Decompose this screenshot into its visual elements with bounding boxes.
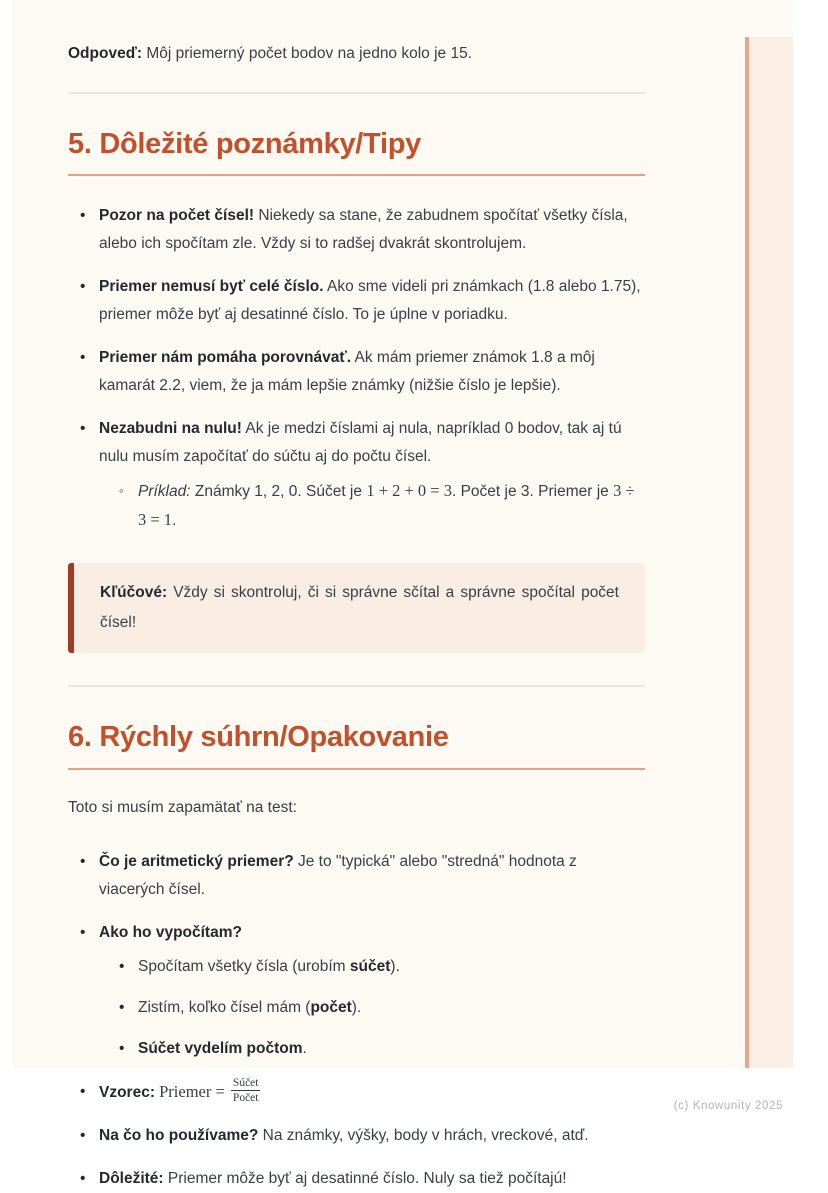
nested-list	[107, 953, 645, 1063]
text-run: Priemer =	[155, 1081, 229, 1101]
list-item	[80, 202, 645, 258]
disc-bullet-icon: •	[80, 349, 86, 367]
text-run: Vzorec:	[99, 1083, 155, 1101]
list-item-text	[99, 1170, 567, 1187]
copyright-footer: (c) Knowunity 2025	[673, 1100, 783, 1112]
disc-bullet-icon: •	[119, 1039, 125, 1057]
text-run: Ako sme videli pri známkach (1.8 alebo 1.75), priemer môže byť aj desatinné číslo. To je úplne v poriadku.	[99, 278, 645, 324]
text-run: počet	[310, 998, 352, 1016]
text-run: Vždy si skontroluj, či si správne sčítal a správne spočítal počet čísel!	[100, 584, 624, 632]
text-run: Odpoveď:	[68, 45, 143, 62]
list-item-text	[99, 1076, 260, 1105]
list-item-text	[99, 278, 645, 323]
text-run: Čo je aritmetický priemer?	[99, 852, 294, 870]
list-item	[80, 1165, 645, 1193]
text-run: Priemer nemusí byť celé číslo.	[99, 278, 324, 296]
section-6-list	[68, 848, 645, 1193]
disc-bullet-icon: •	[80, 278, 86, 296]
disc-bullet-icon: •	[119, 957, 125, 975]
list-item-text	[138, 1040, 307, 1057]
summary-intro: Toto si musím zapamätať na test:	[68, 798, 297, 816]
key-callout	[68, 563, 645, 653]
text-run: Ako ho vypočítam?	[99, 923, 242, 941]
list-item-text	[99, 853, 581, 898]
text-run: ).	[351, 998, 362, 1016]
text-run: Niekedy sa stane, že zabudnem spočítať všetky čísla, alebo ich spočítam zle. Vždy si to radšej dvakrát skontrolujem.	[99, 207, 633, 253]
disc-bullet-icon: •	[80, 420, 86, 438]
text-run: .	[302, 1039, 307, 1057]
section-5-title: 5. Dôležité poznámky/Tipy	[68, 128, 645, 176]
list-item-text	[99, 420, 626, 465]
list-item-text	[99, 207, 632, 252]
text-run: . Počet je 3. Priemer je	[451, 483, 614, 501]
text-run: Príklad:	[138, 483, 191, 501]
list-item-text	[99, 1127, 589, 1144]
disc-bullet-icon: •	[80, 1170, 86, 1188]
list-item	[80, 415, 645, 535]
disc-bullet-icon: •	[80, 207, 86, 225]
disc-bullet-icon: •	[80, 1127, 86, 1145]
list-item	[80, 273, 645, 329]
text-run: 3 ÷ 3 = 1	[138, 481, 639, 530]
list-item-text	[138, 958, 400, 975]
text-run: Priemer môže byť aj desatinné číslo. Nuly sa tiež počítajú!	[163, 1170, 567, 1188]
text-run: súčet	[349, 957, 391, 975]
list-item-text	[99, 924, 242, 941]
text-run: ).	[390, 957, 400, 975]
fraction: $\frac{\text{Súčet}}{\text{Počet}}$	[232, 1076, 259, 1105]
list-item-text	[99, 349, 599, 394]
text-run: Kľúčové:	[100, 584, 168, 602]
list-item	[119, 1035, 645, 1063]
disc-bullet-icon: •	[119, 998, 125, 1016]
text-run: Je to "typická" alebo "stredná" hodnota z viacerých čísel.	[99, 852, 582, 898]
disc-bullet-icon: •	[80, 923, 86, 941]
list-item	[80, 1122, 645, 1150]
list-item	[80, 1078, 645, 1108]
section-divider	[68, 685, 645, 687]
text-run: Zistím, koľko čísel mám (	[138, 998, 311, 1016]
section-5-list	[68, 202, 645, 535]
text-run: Spočítam všetky čísla (urobím	[138, 957, 350, 975]
answer-line	[68, 40, 645, 68]
section-6-title: 6. Rýchly súhrn/Opakovanie	[68, 721, 645, 769]
text-run: Ak je medzi číslami aj nula, napríklad 0 bodov, tak aj tú nulu musím započítať do súčtu aj do počtu čísel.	[99, 420, 626, 466]
decorative-right-stripe	[745, 37, 793, 1068]
text-run: 1 + 2 + 0 = 3	[366, 481, 452, 501]
text-run: Súčet vydelím počtom	[138, 1039, 303, 1057]
text-run: Dôležité:	[99, 1170, 164, 1188]
text-run: Môj priemerný počet bodov na jedno kolo je 15.	[142, 45, 473, 62]
key-callout-text	[100, 578, 624, 638]
circle-bullet-icon: ◦	[119, 483, 124, 499]
section-divider	[68, 92, 645, 94]
text-run: Ak mám priemer známok 1.8 a môj kamarát 2.2, viem, že ja mám lepšie známky (nižšie číslo je lepšie).	[99, 349, 600, 395]
list-item	[119, 994, 645, 1022]
disc-bullet-icon: •	[80, 1082, 86, 1100]
text-run: Známky 1, 2, 0. Súčet je	[190, 483, 367, 501]
text-run: .	[172, 512, 177, 530]
text-run: Na známky, výšky, body v hrách, vreckové, atď.	[258, 1127, 589, 1145]
list-item	[80, 919, 645, 1063]
text-run: Pozor na počet čísel!	[99, 207, 255, 225]
text-run: Priemer nám pomáha porovnávať.	[99, 349, 352, 367]
page-content	[68, 0, 645, 1193]
list-item	[119, 477, 645, 535]
list-item-text	[138, 999, 361, 1016]
text-run: Na čo ho používame?	[99, 1127, 259, 1145]
list-item	[80, 848, 645, 904]
list-item	[80, 344, 645, 400]
text-run: Nezabudni na nulu!	[99, 420, 242, 438]
disc-bullet-icon: •	[80, 852, 86, 870]
list-item-text	[138, 483, 639, 529]
list-item	[119, 953, 645, 981]
nested-list	[107, 477, 645, 535]
